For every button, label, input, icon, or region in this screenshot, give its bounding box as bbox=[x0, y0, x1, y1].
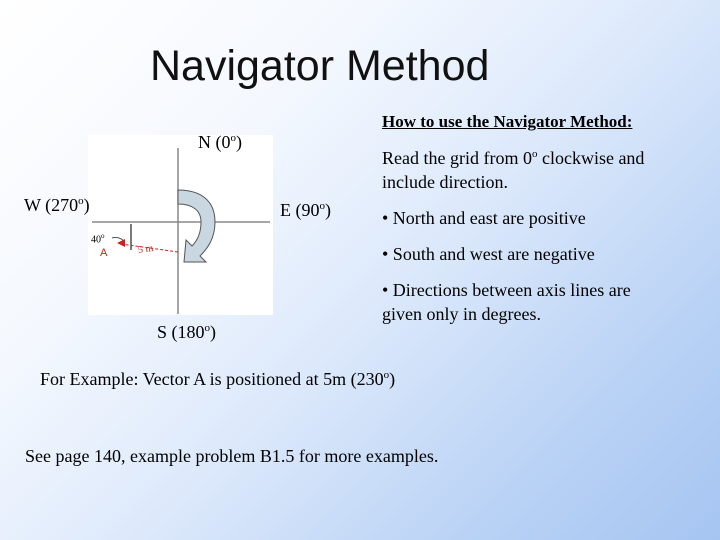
bullet-negative: • South and west are negative bbox=[382, 244, 595, 264]
example-text bbox=[40, 367, 395, 391]
vector-angle-degree: o bbox=[101, 232, 105, 240]
label-east-end: ) bbox=[325, 200, 331, 220]
vector-angle-value: 40 bbox=[91, 234, 101, 246]
label-north-text: N (0 bbox=[198, 132, 231, 152]
instructions-heading: How to use the Navigator Method: bbox=[382, 112, 633, 131]
bullet-positive: • North and east are positive bbox=[382, 208, 586, 228]
label-west-degree: o bbox=[78, 195, 84, 207]
clockwise-arrow-icon bbox=[178, 190, 215, 262]
label-south-end: ) bbox=[210, 322, 217, 342]
example-degree: o bbox=[383, 369, 390, 381]
label-north-end: ) bbox=[236, 132, 242, 152]
label-west-text: W (270 bbox=[24, 195, 79, 215]
label-east-degree: o bbox=[319, 200, 325, 212]
label-north-degree: o bbox=[230, 132, 236, 144]
label-west-end: ) bbox=[83, 195, 90, 215]
label-south bbox=[157, 322, 216, 343]
instruction-line2: include direction. bbox=[382, 172, 508, 192]
see-more-text: See page 140, example problem B1.5 for more examples. bbox=[25, 446, 439, 466]
example-end: ) bbox=[389, 369, 396, 389]
bullet-degrees-line1: • Directions between axis lines are bbox=[382, 280, 631, 300]
label-west bbox=[24, 195, 90, 216]
instruction-line1: Read the grid from 0 bbox=[382, 148, 532, 168]
label-south-degree: o bbox=[204, 322, 211, 334]
page-title: Navigator Method bbox=[150, 42, 490, 90]
label-south-text: S (180 bbox=[157, 322, 205, 342]
label-east bbox=[280, 200, 331, 221]
label-north bbox=[198, 132, 242, 153]
bullet-degrees-line2: given only in degrees. bbox=[382, 304, 541, 324]
example-main: For Example: Vector A is positioned at 5m (230 bbox=[40, 369, 384, 389]
vector-point-label: A bbox=[100, 247, 108, 259]
vector-magnitude-label: 5 m bbox=[137, 242, 154, 257]
label-east-text: E (90 bbox=[280, 200, 320, 220]
instruction-line1-rest: clockwise and bbox=[537, 148, 645, 168]
vector-angle-label bbox=[91, 232, 105, 245]
instruction-degree-symbol: o bbox=[531, 148, 538, 160]
